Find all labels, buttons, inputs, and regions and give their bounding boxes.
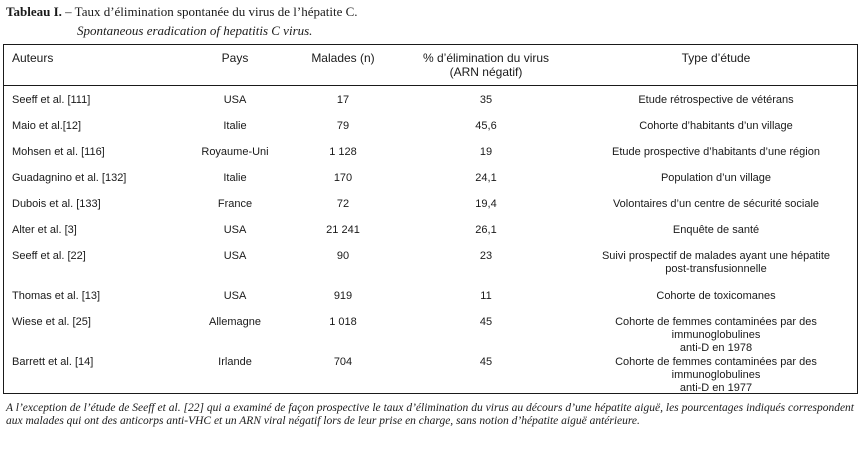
cell-type-line1: Etude prospective d’habitants d’une région (612, 146, 820, 158)
cell-elimination: 19 (479, 146, 493, 158)
cell-type (575, 120, 857, 146)
cell-pays: USA (223, 290, 247, 302)
cell-elimination: 24,1 (475, 172, 497, 184)
cell-type-line1: Volontaires d’un centre de sécurité sociale (612, 198, 820, 210)
cell-type (575, 224, 857, 250)
header-malades: Malades (n) (289, 45, 397, 86)
cell-pays: USA (223, 250, 247, 262)
cell-type-line1: Population d’un village (660, 172, 772, 184)
header-pays: Pays (181, 45, 289, 86)
cell-type (575, 290, 857, 316)
table-row (4, 198, 857, 224)
cell-type-line1: Enquête de santé (672, 224, 760, 236)
cell-elimination: 35 (479, 94, 493, 106)
cell-elimination: 19,4 (475, 198, 497, 210)
table-row (4, 86, 857, 121)
cell-type (575, 86, 857, 121)
cell-malades: 170 (333, 172, 353, 184)
data-table-frame (3, 44, 858, 394)
cell-elimination: 23 (479, 250, 493, 262)
cell-auteurs: Barrett et al. [14] (12, 356, 94, 368)
table-row (4, 250, 857, 290)
table-title: – Taux d’élimination spontanée du virus de l’hépatite C. (65, 4, 358, 19)
header-elimination-line2: (ARN négatif) (449, 65, 523, 79)
cell-type (575, 316, 857, 356)
cell-auteurs: Alter et al. [3] (12, 224, 77, 236)
cell-type-line1: Cohorte de femmes contaminées par des immunoglobulines (615, 356, 817, 381)
table-subtitle: Spontaneous eradication of hepatitis C virus. (77, 23, 313, 38)
table-row (4, 224, 857, 250)
cell-malades: 17 (336, 94, 350, 106)
cell-pays: France (217, 198, 253, 210)
cell-elimination: 26,1 (475, 224, 497, 236)
header-elimination (397, 45, 575, 86)
table-row (4, 316, 857, 356)
cell-type (575, 198, 857, 224)
cell-malades: 704 (333, 356, 353, 368)
cell-type-line1: Cohorte d’habitants d’un village (639, 120, 793, 132)
cell-malades: 1 128 (329, 146, 357, 158)
table-footnote: A l’exception de l’étude de Seeff et al. [22] qui a examiné de façon prospective le taux d’élimination du virus au décours d’une hépatite aiguë, les pourcentages indiqués correspondent aux malades qui ont des anticorps anti-VHC et un ARN viral négatif lors de leur prise en charge, sans notion d’hépatite aiguë antérieure. (6, 402, 854, 427)
cell-type-line1: Cohorte de femmes contaminées par des immunoglobulines (615, 316, 817, 341)
cell-pays: Royaume-Uni (201, 146, 269, 158)
table-row (4, 146, 857, 172)
cell-type-line1: Etude rétrospective de vétérans (638, 94, 794, 106)
cell-elimination: 45 (479, 356, 493, 368)
header-row (4, 45, 857, 86)
cell-malades: 21 241 (326, 224, 360, 236)
cell-type (575, 146, 857, 172)
cell-pays: Allemagne (209, 316, 261, 328)
cell-auteurs: Thomas et al. [13] (12, 290, 101, 302)
cell-pays: USA (223, 94, 247, 106)
cell-type (575, 172, 857, 198)
header-auteurs: Auteurs (4, 45, 181, 86)
cell-malades: 919 (333, 290, 353, 302)
table-label: Tableau I. (6, 4, 62, 19)
cell-type (575, 250, 857, 290)
header-elimination-line1: % d’élimination du virus (422, 51, 550, 65)
cell-pays: USA (223, 224, 247, 236)
cell-auteurs: Guadagnino et al. [132] (12, 172, 127, 184)
cell-auteurs: Seeff et al. [111] (12, 94, 91, 106)
cell-auteurs: Mohsen et al. [116] (12, 146, 105, 158)
cell-type (575, 356, 857, 396)
cell-auteurs: Seeff et al. [22] (12, 250, 86, 262)
cell-elimination: 45,6 (475, 120, 497, 132)
header-type: Type d’étude (575, 45, 857, 86)
table-row (4, 172, 857, 198)
elimination-table (4, 45, 857, 396)
table-caption (6, 2, 856, 40)
cell-type-line1: Cohorte de toxicomanes (656, 290, 776, 302)
cell-elimination: 11 (480, 290, 492, 302)
table-row (4, 356, 857, 396)
cell-type-line2: post-transfusionnelle (665, 263, 767, 275)
table-row (4, 290, 857, 316)
cell-auteurs: Dubois et al. [133] (12, 198, 101, 210)
cell-pays: Italie (223, 120, 247, 132)
cell-auteurs: Wiese et al. [25] (12, 316, 91, 328)
cell-type-line2: anti-D en 1978 (679, 342, 753, 354)
cell-type-line1: Suivi prospectif de malades ayant une hépatite (601, 250, 831, 262)
cell-malades: 79 (336, 120, 350, 132)
cell-pays: Italie (223, 172, 247, 184)
cell-malades: 1 018 (329, 316, 357, 328)
cell-pays: Irlande (218, 356, 252, 368)
cell-auteurs: Maio et al.[12] (12, 120, 82, 132)
cell-malades: 72 (336, 198, 350, 210)
table-body (4, 86, 857, 397)
cell-type-line2: anti-D en 1977 (679, 382, 753, 394)
cell-malades: 90 (336, 250, 350, 262)
table-row (4, 120, 857, 146)
cell-elimination: 45 (479, 316, 493, 328)
